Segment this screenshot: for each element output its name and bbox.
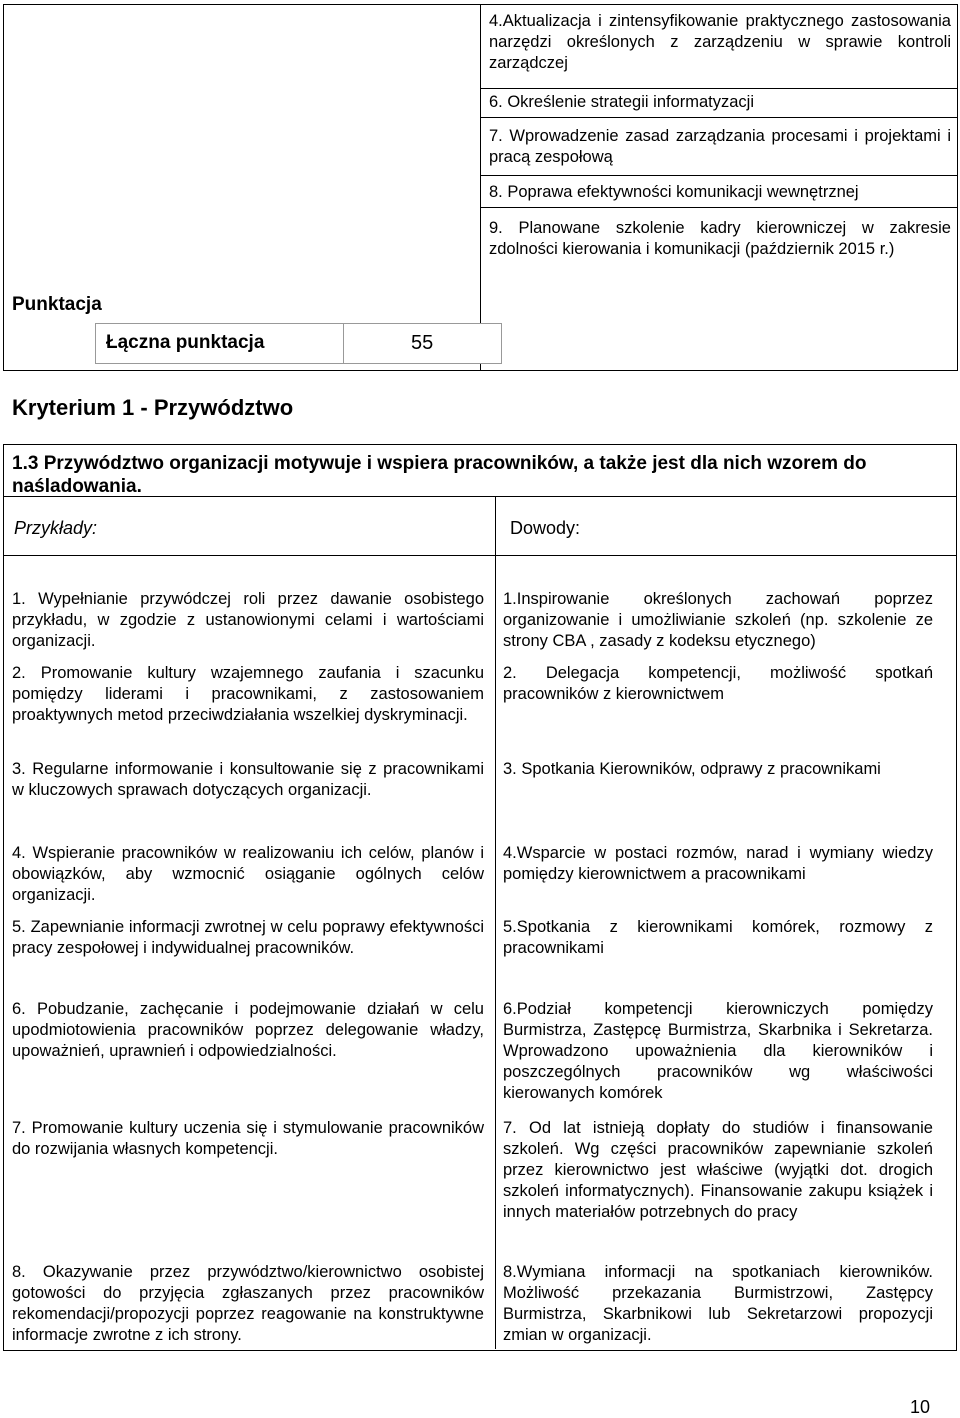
divider [480,175,957,176]
top-item: 9. Planowane szkolenie kadry kierowniczej w zakresie zdolności kierowania i komunikacji (październik 2015 r.) [489,219,951,258]
column-divider [495,496,496,1349]
example-item [12,759,484,801]
top-item: 6. Określenie strategii informatyzacji [489,93,755,111]
divider [480,117,957,118]
evidence-item: 8.Wymiana informacji na spotkaniach kierowników. Możliwość przekazania Burmistrzowi, Zastępcy Burmistrza, Skarbnikowi lub Sekretarzowi propozycji zmian w organizacji. [503,1263,933,1344]
score-box [95,323,502,364]
example-item [12,999,484,1062]
example-text: Promowanie kultury uczenia się i stymulowanie pracowników do rozwijania własnych kompetencji. [12,1119,484,1158]
item-number: 6. [12,1000,26,1018]
top-item: 8. Poprawa efektywności komunikacji wewnętrznej [489,183,859,201]
total-score-label: Łączna punktacja [106,332,265,353]
example-item [12,589,484,652]
item-number: 4. [12,844,26,862]
example-text: Okazywanie przez przywództwo/kierownictwo osobistej gotowości do przyjęcia zgłaszanych przez pracowników rekomendacji/propozycji poprzez reagowanie na konstruktywne informacje zwrotne z ich strony. [12,1263,484,1344]
example-text: Regularne informowanie i konsultowanie się z pracownikami w kluczowych sprawach dotyczących organizacji. [12,760,484,799]
examples-header: Przykłady: [14,518,98,538]
item-number: 7. [12,1119,26,1137]
divider [480,207,957,208]
top-item: 7. Wprowadzenie zasad zarządzania procesami i projektami i pracą zespołową [489,127,951,166]
evidence-item: 4.Wsparcie w postaci rozmów, narad i wymiany wiedzy pomiędzy kierownictwem a pracownikami [503,844,933,883]
page-number: 10 [910,1397,931,1417]
example-text: Promowanie kultury wzajemnego zaufania i szacunku pomiędzy liderami i pracownikami, z zastosowaniem proaktywnych metod przeciwdziałania wszelkiej dyskryminacji. [12,664,484,724]
evidence-item: 1.Inspirowanie określonych zachowań poprzez organizowanie i umożliwianie szkoleń (np. szkolenie ze strony CBA , zasady z kodeksu etycznego) [503,590,933,650]
item-number: 2. [12,664,26,682]
section-title: Kryterium 1 - Przywództwo [12,395,294,420]
example-item [12,843,484,906]
example-item [12,663,484,726]
item-number: 8. [12,1263,26,1281]
evidence-item: 6.Podział kompetencji kierowniczych pomiędzy Burmistrza, Zastępcę Burmistrza, Skarbnika i Sekretarza. Wprowadzono upoważnienia dla kierowników i poszczególnych pracowników wg właściwości kierowanych komórek [503,1000,933,1102]
divider [343,324,344,363]
example-item [12,917,484,959]
item-number: 5. [12,918,26,936]
evidence-item: 3. Spotkania Kierowników, odprawy z pracownikami [503,760,881,778]
evidence-item: 2. Delegacja kompetencji, możliwość spotkań pracowników z kierownictwem [503,664,933,703]
item-number: 1. [12,590,26,608]
example-text: Zapewnianie informacji zwrotnej w celu poprawy efektywności pracy zespołowej i indywidualnej pracowników. [12,918,484,957]
evidence-item: 5.Spotkania z kierownikami komórek, rozmowy z pracownikami [503,918,933,957]
total-score-value: 55 [411,332,434,354]
example-item [12,1118,484,1160]
example-text: Wspieranie pracowników w realizowaniu ich celów, planów i obowiązków, aby wzmocnić osiąganie ogólnych celów organizacji. [12,844,484,904]
divider [480,88,957,89]
punktacja-label: Punktacja [12,294,102,315]
criterion-title: 1.3 Przywództwo organizacji motywuje i wspiera pracowników, a także jest dla nich wzorem do naśladowania. [12,453,867,497]
evidence-header: Dowody: [510,518,581,538]
example-text: Pobudzanie, zachęcanie i podejmowanie działań w celu upodmiotowienia pracowników poprzez delegowanie władzy, upoważnień, uprawnień i odpowiedzialności. [12,1000,484,1060]
top-item: 4.Aktualizacja i zintensyfikowanie praktycznego zastosowania narzędzi określonych z zarządzeniu w sprawie kontroli zarządczej [489,12,951,72]
example-item [12,1262,484,1346]
example-text: Wypełnianie przywódczej roli przez dawanie osobistego przykładu, w zgodzie z ustanowionymi celami i wartościami organizacji. [12,590,484,650]
item-number: 3. [12,760,26,778]
divider [3,555,956,556]
evidence-item: 7. Od lat istnieją dopłaty do studiów i finansowanie szkoleń. Wg części pracowników zapewnianie szkoleń przez kierownictwo jest właściwe (wyjątki dot. drogich szkoleń informatycznych). Finansowanie zakupu książek i innych materiałów potrzebnych do pracy [503,1119,933,1221]
